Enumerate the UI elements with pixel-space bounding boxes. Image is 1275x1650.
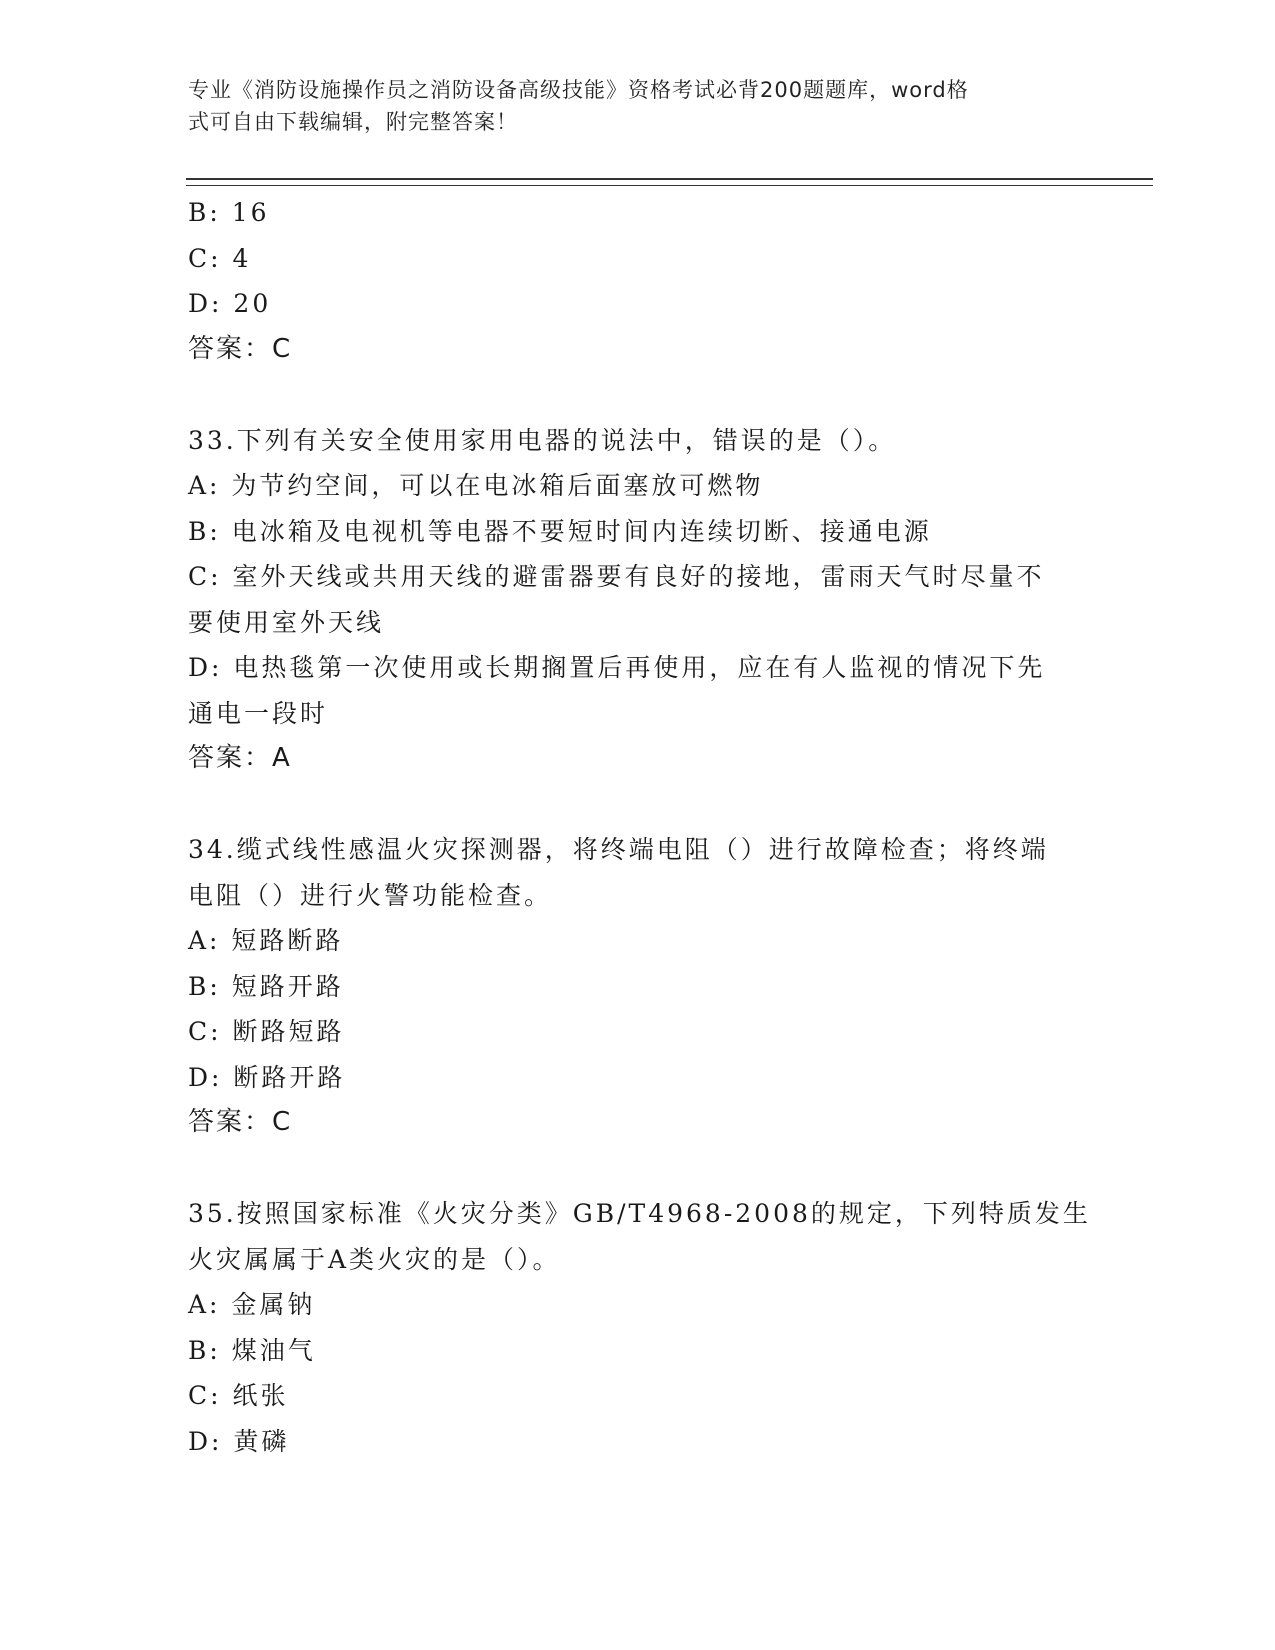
- option-d: D: 断路开路: [188, 1062, 346, 1092]
- spacer: [188, 372, 1088, 418]
- question-stem: 35.按照国家标准《火灾分类》GB/T4968-2008的规定，下列特质发生: [188, 1199, 1091, 1228]
- spacer: [188, 782, 1088, 828]
- option-d: D: 20: [188, 289, 272, 318]
- option-d: D: 黄磷: [188, 1426, 290, 1456]
- question-33: [188, 418, 1088, 782]
- answer-label: 答案：C: [188, 1107, 293, 1137]
- option-d-continued: 通电一段时: [188, 698, 329, 728]
- option-b: B: 电冰箱及电视机等电器不要短时间内连续切断、接通电源: [188, 516, 932, 546]
- option-c: C: 4: [188, 243, 252, 273]
- answer-label: 答案：A: [188, 743, 292, 773]
- question-stem: 33.下列有关安全使用家用电器的说法中，错误的是（）。: [188, 425, 897, 455]
- question-32-tail: [188, 190, 1088, 372]
- option-d: D: 电热毯第一次使用或长期搁置后再使用，应在有人监视的情况下先: [188, 653, 1046, 682]
- option-a: A: 短路断路: [188, 926, 344, 955]
- answer-label: 答案：C: [188, 333, 293, 364]
- option-a: A: 为节约空间，可以在电冰箱后面塞放可燃物: [188, 471, 764, 500]
- question-stem-continued: 火灾属属于A类火灾的是（）。: [188, 1244, 561, 1274]
- header-title-line-1: 专业《消防设施操作员之消防设备高级技能》资格考试必背200题题库，word格: [188, 78, 969, 102]
- question-stem: 34.缆式线性感温火灾探测器，将终端电阻（）进行故障检查；将终端: [188, 835, 1049, 864]
- question-list: [188, 190, 1091, 1464]
- option-b: B: 短路开路: [188, 971, 344, 1001]
- page-header: [188, 74, 1068, 138]
- header-title-line-2: 式可自由下载编辑，附完整答案！: [188, 110, 518, 134]
- question-stem-continued: 电阻（）进行火警功能检查。: [188, 880, 553, 910]
- option-b: B: 煤油气: [188, 1335, 316, 1365]
- option-b: B: 16: [188, 198, 270, 227]
- spacer: [188, 1146, 1088, 1192]
- option-c: C: 室外天线或共用天线的避雷器要有良好的接地，雷雨天气时尽量不: [188, 562, 1045, 591]
- question-35: [188, 1191, 1091, 1464]
- option-c-continued: 要使用室外天线: [188, 607, 385, 637]
- option-c: C: 断路短路: [188, 1017, 345, 1046]
- option-a: A: 金属钠: [188, 1290, 316, 1319]
- option-c: C: 纸张: [188, 1381, 289, 1410]
- header-divider: [186, 178, 1153, 186]
- question-34: [188, 827, 1088, 1146]
